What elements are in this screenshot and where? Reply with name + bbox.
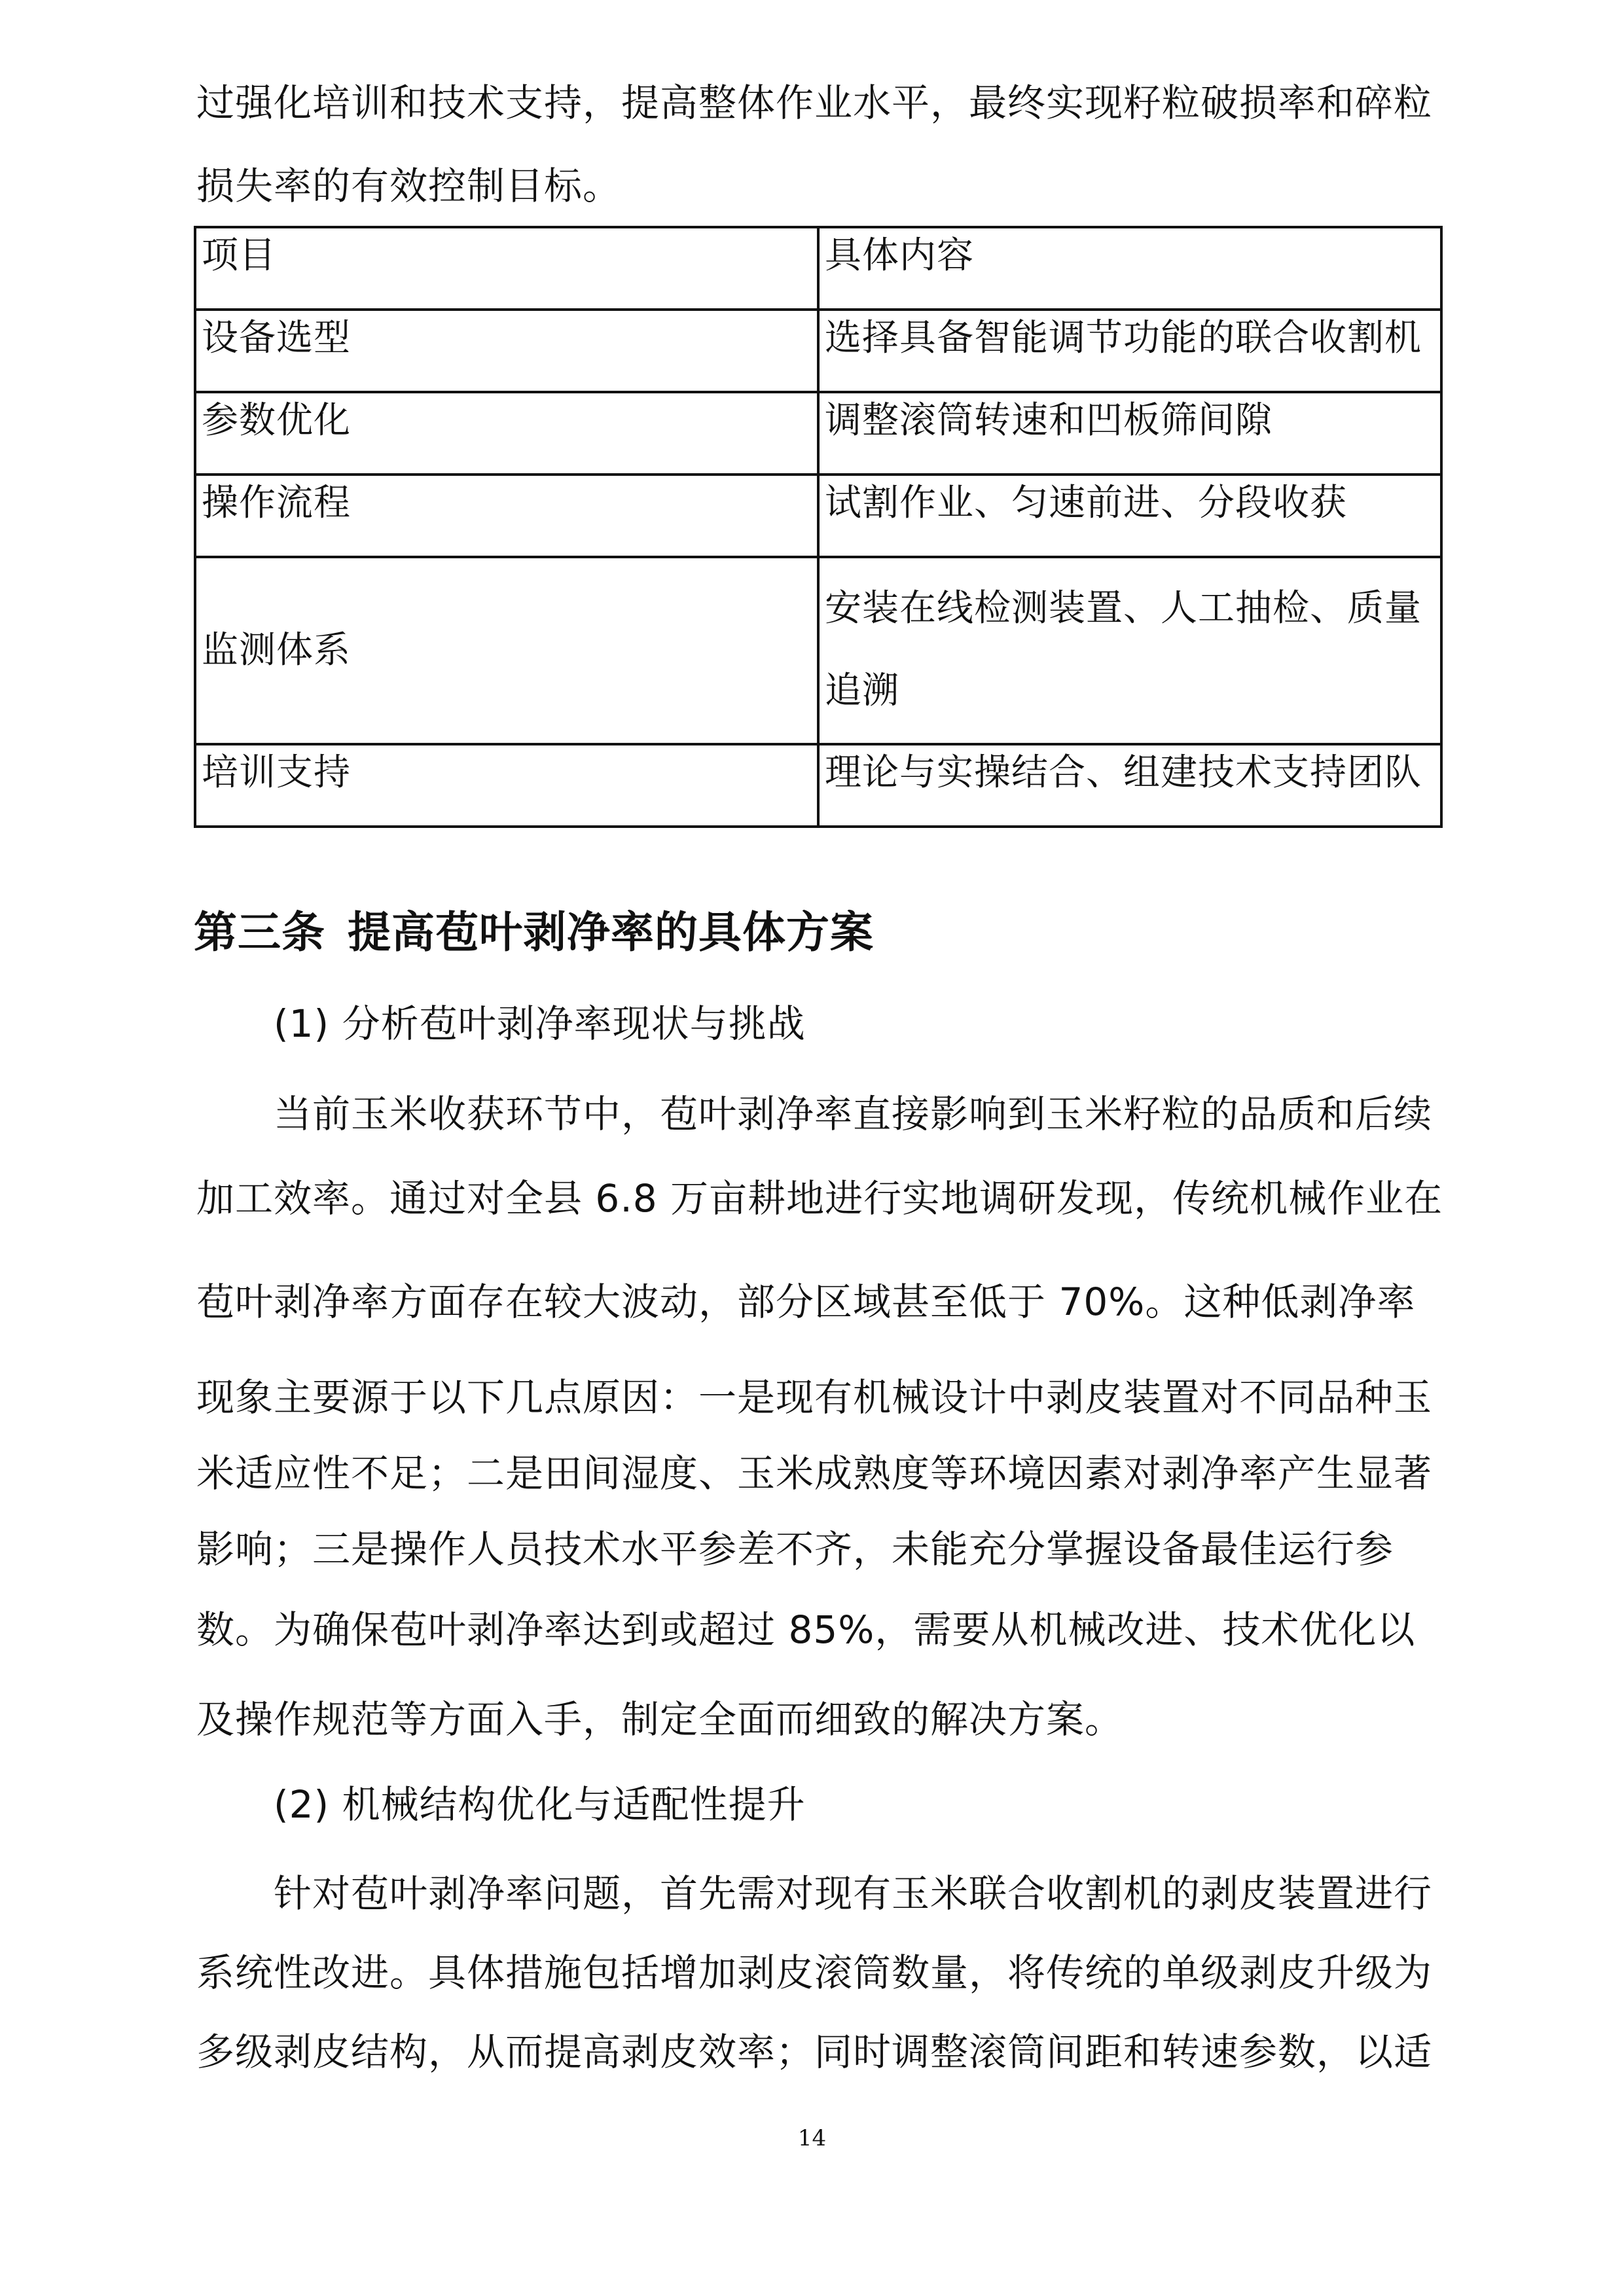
page-number: 14 — [797, 2125, 827, 2151]
paragraph-1-line: 苞叶剥净率方面存在较大波动，部分区域甚至低于 70%。这种低剥净率 — [196, 1280, 1416, 1324]
subheading-2: (2) 机械结构优化与适配性提升 — [274, 1782, 806, 1827]
paragraph-1-line: 现象主要源于以下几点原因：一是现有机械设计中剥皮装置对不同品种玉 — [196, 1375, 1433, 1420]
table-cell-item: 参数优化 — [195, 392, 818, 475]
table-cell-content — [818, 557, 1441, 744]
section-title: 提高苞叶剥净率的具体方案 — [348, 907, 874, 958]
intro-line-2: 损失率的有效控制目标。 — [196, 164, 622, 208]
table-row — [195, 744, 1441, 827]
table-cell-content: 调整滚筒转速和凹板筛间隙 — [818, 392, 1441, 475]
paragraph-1-line: 加工效率。通过对全县 6.8 万亩耕地进行实地调研发现，传统机械作业在 — [196, 1176, 1443, 1221]
table-row — [195, 310, 1441, 392]
paragraph-1-line: 当前玉米收获环节中，苞叶剥净率直接影响到玉米籽粒的品质和后续 — [274, 1092, 1433, 1136]
measures-table — [194, 226, 1443, 828]
table-cell-item: 监测体系 — [195, 557, 818, 744]
table-cell-content: 试割作业、匀速前进、分段收获 — [818, 475, 1441, 557]
subheading-1: (1) 分析苞叶剥净率现状与挑战 — [274, 1001, 806, 1046]
table-row — [195, 392, 1441, 475]
paragraph-1-line: 及操作规范等方面入手，制定全面而细致的解决方案。 — [196, 1697, 1124, 1742]
table-row — [195, 475, 1441, 557]
paragraph-2-line: 多级剥皮结构，从而提高剥皮效率；同时调整滚筒间距和转速参数，以适 — [196, 2030, 1433, 2074]
table-cell-content-line: 追溯 — [825, 670, 899, 712]
table-cell-content-line: 安装在线检测装置、人工抽检、质量 — [825, 587, 1422, 630]
paragraph-1-line: 米适应性不足；二是田间湿度、玉米成熟度等环境因素对剥净率产生显著 — [196, 1451, 1433, 1496]
intro-line-1: 过强化培训和技术支持，提高整体作业水平，最终实现籽粒破损率和碎粒 — [196, 81, 1433, 125]
table-header-row — [195, 227, 1441, 310]
table-cell-item: 设备选型 — [195, 310, 818, 392]
table-cell-content: 理论与实操结合、组建技术支持团队 — [818, 744, 1441, 827]
section-number: 第三条 — [194, 907, 325, 958]
table-cell-item: 培训支持 — [195, 744, 818, 827]
paragraph-2-line: 系统性改进。具体措施包括增加剥皮滚筒数量，将传统的单级剥皮升级为 — [196, 1950, 1433, 1995]
section-heading — [194, 907, 874, 958]
table-header-item: 项目 — [195, 227, 818, 310]
table-row — [195, 557, 1441, 744]
paragraph-2-line: 针对苞叶剥净率问题，首先需对现有玉米联合收割机的剥皮装置进行 — [274, 1871, 1433, 1916]
table-cell-content: 选择具备智能调节功能的联合收割机 — [818, 310, 1441, 392]
paragraph-1-line: 数。为确保苞叶剥净率达到或超过 85%，需要从机械改进、技术优化以 — [196, 1607, 1416, 1652]
paragraph-1-line: 影响；三是操作人员技术水平参差不齐，未能充分掌握设备最佳运行参 — [196, 1527, 1394, 1571]
table-cell-item: 操作流程 — [195, 475, 818, 557]
table-header-content: 具体内容 — [818, 227, 1441, 310]
